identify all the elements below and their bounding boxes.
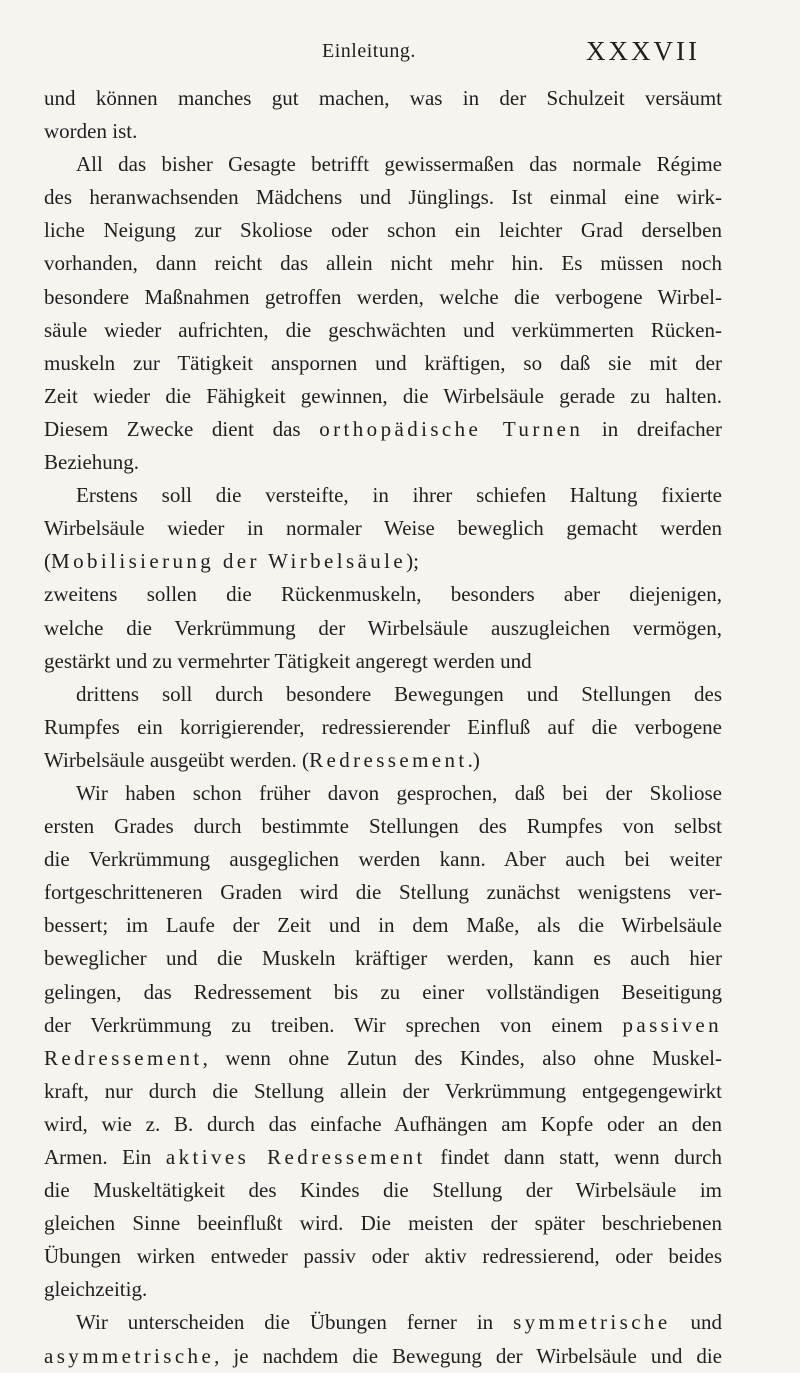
- text-line: Übungen wirken entweder passiv oder aktiv redressierend, oder beides: [44, 1244, 722, 1269]
- text-line: beweglicher und die Muskeln kräftiger werden, kann es auch hier: [44, 946, 722, 971]
- text-run: Diesem Zwecke dient das: [44, 416, 320, 441]
- text-line: Erstens soll die versteifte, in ihrer schiefen Haltung fixierte: [76, 483, 722, 508]
- text-line: [44, 744, 722, 777]
- text-line: besondere Maßnahmen getroffen werden, welche die verbogene Wirbel-: [44, 284, 722, 309]
- text-line: [44, 1340, 722, 1373]
- spaced-term: aktives Redressement: [165, 1145, 426, 1169]
- text-line: Beziehung.: [44, 450, 140, 475]
- text-line: [44, 1042, 722, 1075]
- section-title: Einleitung.: [322, 40, 416, 62]
- text-run: , wenn ohne Zutun des Kindes, also ohne Muskel-: [202, 1045, 722, 1070]
- spaced-term: Redressement: [44, 1045, 203, 1070]
- text-line: [44, 1009, 722, 1042]
- text-run: Wir unterscheiden die Übungen ferner in: [76, 1310, 514, 1335]
- text-line: gleichen Sinne beeinflußt wird. Die meisten der später beschriebenen: [44, 1211, 722, 1236]
- text-line: und können manches gut machen, was in der Schulzeit versäumt: [44, 86, 722, 110]
- page-number: XXXVII: [586, 36, 700, 66]
- running-header: [0, 36, 800, 76]
- spaced-term: Redressement: [309, 747, 468, 772]
- text-line: worden ist.: [44, 119, 138, 144]
- text-line: fortgeschritteneren Graden wird die Stellung zunächst wenigstens ver-: [44, 880, 722, 905]
- text-line: vorhanden, dann reicht das allein nicht mehr hin. Es müssen noch: [44, 251, 722, 276]
- text-line: welche die Verkrümmung der Wirbelsäule auszugleichen vermögen,: [44, 615, 722, 640]
- text-line: Wir haben schon früher davon gesprochen, daß bei der Skoliose: [76, 780, 722, 805]
- text-run: Wirbelsäule ausgeübt werden. (: [44, 747, 310, 772]
- spaced-term: symmetrische: [513, 1310, 671, 1335]
- text-line: [44, 1141, 722, 1174]
- text-run: in dreifacher: [583, 416, 722, 441]
- text-line: Rumpfes ein korrigierender, redressierender Einfluß auf die verbogene: [44, 714, 722, 739]
- text-run: .): [467, 747, 480, 772]
- text-line: All das bisher Gesagte betrifft gewissermaßen das normale Régime: [76, 152, 722, 177]
- text-run: , je nachdem die Bewegung der Wirbelsäule und die: [214, 1343, 722, 1368]
- text-line: säule wieder aufrichten, die geschwächten und verkümmerten Rücken-: [44, 317, 722, 342]
- spaced-term: Mobilisierung der Wirbelsäule: [51, 549, 407, 574]
- text-line: die Verkrümmung ausgeglichen werden kann. Aber auch bei weiter: [44, 847, 722, 872]
- text-run: findet dann statt, wenn durch: [425, 1145, 722, 1169]
- text-line: bessert; im Laufe der Zeit und in dem Maße, als die Wirbelsäule: [44, 913, 722, 938]
- spaced-term: orthopädische Turnen: [319, 416, 584, 441]
- text-line: drittens soll durch besondere Bewegungen und Stellungen des: [76, 681, 722, 706]
- spaced-term: asymmetrische: [44, 1343, 215, 1368]
- text-run: Armen. Ein: [44, 1145, 166, 1169]
- text-line: kraft, nur durch die Stellung allein der Verkrümmung entgegengewirkt: [44, 1078, 722, 1103]
- text-line: des heranwachsenden Mädchens und Jünglings. Ist einmal eine wirk-: [44, 185, 722, 210]
- text-run: );: [406, 549, 419, 574]
- text-run: und: [670, 1310, 722, 1335]
- text-line: [44, 413, 722, 446]
- spaced-term: passiven: [622, 1012, 722, 1037]
- text-line: gestärkt und zu vermehrter Tätigkeit angeregt werden und: [44, 648, 532, 673]
- text-line: muskeln zur Tätigkeit anspornen und kräftigen, so daß sie mit der: [44, 350, 722, 375]
- text-line: zweitens sollen die Rückenmuskeln, besonders aber diejenigen,: [44, 582, 722, 607]
- text-line: Zeit wieder die Fähigkeit gewinnen, die Wirbelsäule gerade zu halten.: [44, 383, 722, 408]
- text-run: der Verkrümmung zu treiben. Wir sprechen von einem: [44, 1012, 623, 1037]
- text-line: gleichzeitig.: [44, 1277, 148, 1302]
- text-line: [44, 1306, 722, 1339]
- text-line: [44, 545, 722, 578]
- text-line: ersten Grades durch bestimmte Stellungen des Rumpfes von selbst: [44, 814, 722, 839]
- text-run: (: [44, 549, 51, 574]
- text-line: liche Neigung zur Skoliose oder schon ein leichter Grad derselben: [44, 218, 722, 243]
- text-line: die Muskeltätigkeit des Kindes die Stellung der Wirbelsäule im: [44, 1178, 722, 1203]
- body-text: [44, 82, 722, 1373]
- text-line: wird, wie z. B. durch das einfache Aufhängen am Kopfe oder an den: [44, 1111, 722, 1136]
- text-line: Wirbelsäule wieder in normaler Weise beweglich gemacht werden: [44, 516, 722, 541]
- text-line: gelingen, das Redressement bis zu einer vollständigen Beseitigung: [44, 979, 722, 1004]
